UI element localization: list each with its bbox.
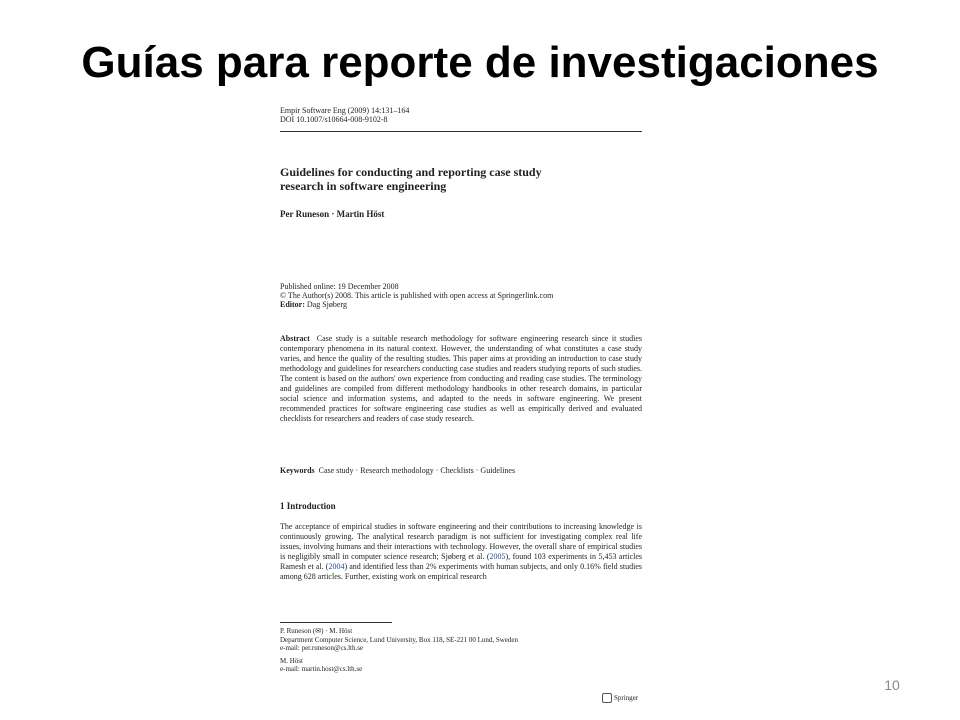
footnote-divider — [280, 622, 392, 623]
introduction-paragraph — [280, 522, 642, 582]
journal-meta — [280, 106, 409, 124]
paper-title-line-1: Guidelines for conducting and reporting case study — [280, 165, 542, 179]
publication-info — [280, 282, 553, 309]
keywords — [280, 466, 515, 475]
editor-label: Editor: — [280, 300, 305, 309]
paper-authors: Per Runeson · Martin Höst — [280, 209, 385, 219]
paper-title-line-2: research in software engineering — [280, 179, 447, 193]
journal-line: Empir Software Eng (2009) 14:131–164 — [280, 106, 410, 115]
publisher-name: Springer — [614, 694, 639, 702]
abstract-label: Abstract — [280, 334, 310, 343]
paper-page-image — [270, 100, 650, 712]
footnote-name-2: M. Höst — [280, 656, 303, 665]
footnote — [280, 627, 518, 674]
citation-link-2004: 2004 — [328, 562, 345, 571]
footnote-department: Department Computer Science, Lund University, Box 118, SE-221 00 Lund, Sweden — [280, 635, 519, 644]
keywords-label: Keywords — [280, 466, 315, 475]
published-date: Published online: 19 December 2008 — [280, 282, 399, 291]
editor-name: Dag Sjøberg — [306, 300, 347, 309]
paper-title — [280, 165, 620, 193]
footnote-authors: P. Runeson (✉) · M. Höst — [280, 627, 353, 635]
citation-link-2005: 2005 — [489, 552, 506, 561]
keywords-text: Case study · Research methodology · Checklists · Guidelines — [318, 466, 516, 475]
footnote-email-1: e-mail: per.runeson@cs.lth.se — [280, 644, 364, 652]
intro-text-1: The acceptance of empirical studies in software engineering and their contributions to increasing knowledge is continuously growing. The analytical research paradigm is not sufficient for investigating complex real life issues, involving humans and their interactions with technology. However, the overall share of empirical studies is negligibly small in computer science research; Sjøberg et al. ( — [280, 522, 642, 561]
footnote-email-2: e-mail: martin.host@cs.lth.se — [280, 665, 363, 673]
slide-title: Guías para reporte de investigaciones — [81, 38, 879, 87]
slide-page-number: 10 — [884, 677, 900, 693]
copyright-line: © The Author(s) 2008. This article is published with open access at Springerlink.com — [280, 291, 554, 300]
springer-logo-icon — [602, 693, 612, 703]
header-divider — [280, 131, 642, 132]
doi-line: DOI 10.1007/s10664-008-9102-8 — [280, 115, 388, 124]
section-heading: 1 Introduction — [280, 501, 336, 511]
publisher-mark — [602, 693, 638, 703]
abstract-text: Case study is a suitable research methodology for software engineering research since it studies contemporary phenomena in its natural context. However, the understanding of what constitutes a case study varies, and hence the quality of the resulting studies. This paper aims at providing an introduction to case study methodology and guidelines for researchers conducting case studies and readers studying reports of such studies. The content is based on the authors' own experience from conducting and reading case studies. The terminology and guidelines are compiled from different methodology handbooks in other research domains, in particular social science and information systems, and adapted to the needs in software engineering. We present recommended practices for software engineering case studies as well as empirically derived and evaluated checklists for researchers and readers of case study research. — [280, 334, 643, 423]
intro-text-3: ) and identified less than 2% experiments with human subjects, and only 0.16% field studies among 628 articles. Further, existing work on empirical research — [280, 562, 643, 581]
abstract — [280, 334, 642, 424]
intro-text-2: ), found 103 experiments in 5,453 articles Ramesh et al. ( — [280, 552, 642, 571]
editor-line — [280, 300, 553, 309]
